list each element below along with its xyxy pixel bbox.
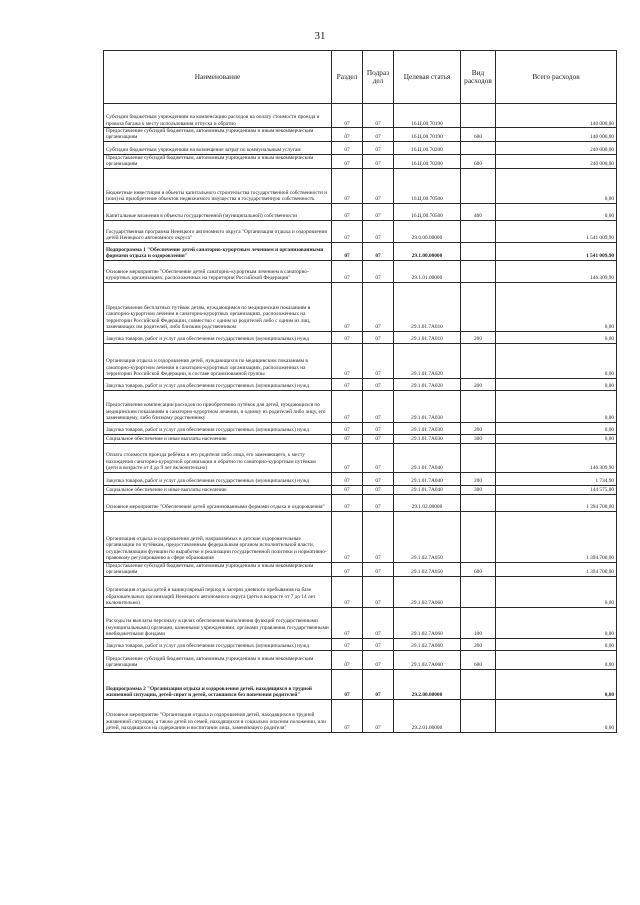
row-subsection: 07 <box>363 104 394 128</box>
row-target: 29.1.02.7А060 <box>394 650 461 669</box>
row-name: Подпрограмма 1 "Обеспечение детей санаторно-курортным лечением и организованными формами отдыха и оздоровления" <box>104 242 332 260</box>
row-name: Предоставление субсидий бюджетным, автономным учреждениям и иным некоммерческим организациям <box>104 650 332 669</box>
row-target: 16.Ц.00.70500 <box>394 168 461 203</box>
row-type <box>461 576 496 607</box>
row-name: Оплата стоимости проезда ребёнка и его родителя либо лица, его заменяющего, к месту нахождения санаторно-курортной организации и обратно по санаторно-курортным путёвкам (дети в возрасте от 4 до 9 лет включительно) <box>104 443 332 472</box>
row-name: Государственная программа Ненецкого автономного округа "Организация отдыха и оздоровления детей Ненецкого автономного округа" <box>104 220 332 242</box>
row-target: 16.Ц.00.70500 <box>394 203 461 220</box>
row-subsection: 07 <box>363 203 394 220</box>
row-name: Закупка товаров, работ и услуг для обеспечения государственных (муниципальных) нужд <box>104 422 332 434</box>
row-total: 0,00 <box>496 343 617 378</box>
row-section: 07 <box>332 128 363 142</box>
row-name: Основное мероприятие "Обеспечение детей организованными формами отдыха и оздоровления" <box>104 494 332 511</box>
row-target: 29.1.02.7А050 <box>394 511 461 562</box>
row-total: 1 541 009,90 <box>496 242 617 260</box>
row-total: 240 000,00 <box>496 154 617 168</box>
row-subsection: 07 <box>363 607 394 638</box>
row-target: 29.0.00.00000 <box>394 220 461 242</box>
header-target: Целевая статья <box>394 51 461 104</box>
row-section: 07 <box>332 422 363 434</box>
row-type: 200 <box>461 638 496 650</box>
row-total: 0,00 <box>496 422 617 434</box>
row-total: 1 394 700,00 <box>496 494 617 511</box>
row-total: 0,00 <box>496 576 617 607</box>
table-row <box>104 494 617 511</box>
row-section: 07 <box>332 282 363 331</box>
row-type: 400 <box>461 203 496 220</box>
row-type: 600 <box>461 650 496 669</box>
row-subsection: 07 <box>363 141 394 154</box>
row-section: 07 <box>332 562 363 576</box>
row-total: 0,00 <box>496 168 617 203</box>
row-subsection: 07 <box>363 443 394 472</box>
row-section: 07 <box>332 242 363 260</box>
row-target: 29.1.02.7А060 <box>394 576 461 607</box>
row-section: 07 <box>332 203 363 220</box>
row-target: 29.2.00.00000 <box>394 669 461 699</box>
row-name: Предоставление субсидий бюджетным, автономным учреждениям и иным некоммерческим организациям <box>104 562 332 576</box>
row-name: Закупка товаров, работ и услуг для обеспечения государственных (муниципальных) нужд <box>104 331 332 343</box>
table-row <box>104 485 617 494</box>
row-target: 29.1.02.7А060 <box>394 638 461 650</box>
row-subsection: 07 <box>363 242 394 260</box>
row-target: 29.1.01.7А030 <box>394 434 461 443</box>
table-row <box>104 104 617 128</box>
table-row <box>104 331 617 343</box>
row-section: 07 <box>332 699 363 732</box>
row-target: 29.1.01.7А010 <box>394 331 461 343</box>
row-section: 07 <box>332 485 363 494</box>
table-row <box>104 128 617 142</box>
header-subsection: Подраз дел <box>363 51 394 104</box>
row-section: 07 <box>332 669 363 699</box>
table-row <box>104 343 617 378</box>
header-section: Раздел <box>332 51 363 104</box>
row-subsection: 07 <box>363 343 394 378</box>
row-target: 29.1.01.7А040 <box>394 443 461 472</box>
row-type: 600 <box>461 562 496 576</box>
row-type <box>461 343 496 378</box>
row-target: 29.1.01.7А030 <box>394 390 461 422</box>
row-subsection: 07 <box>363 128 394 142</box>
row-section: 07 <box>332 104 363 128</box>
row-target: 29.1.01.7А020 <box>394 343 461 378</box>
row-total: 0,00 <box>496 638 617 650</box>
row-total: 0,00 <box>496 203 617 220</box>
row-target: 29.1.01.7А040 <box>394 472 461 485</box>
table-row <box>104 443 617 472</box>
row-target: 29.2.01.00000 <box>394 699 461 732</box>
row-target: 29.1.01.7А040 <box>394 485 461 494</box>
row-total: 0,00 <box>496 650 617 669</box>
row-section: 07 <box>332 378 363 390</box>
table-row <box>104 422 617 434</box>
row-name: Закупка товаров, работ и услуг для обеспечения государственных (муниципальных) нужд <box>104 378 332 390</box>
row-subsection: 07 <box>363 260 394 282</box>
row-type <box>461 141 496 154</box>
table-row <box>104 699 617 732</box>
row-name: Организация отдыха и оздоровления детей, направляемых в детские оздоровительные организации по путёвкам, предоставленным федеральным органом исполнительной власти, осуществляющим функции по выработке и реализации государственной политики и нормативно-правовому регулированию в сфере образования <box>104 511 332 562</box>
row-section: 07 <box>332 607 363 638</box>
row-subsection: 07 <box>363 220 394 242</box>
row-section: 07 <box>332 331 363 343</box>
row-target: 29.1.01.7А010 <box>394 282 461 331</box>
row-type: 600 <box>461 128 496 142</box>
row-section: 07 <box>332 141 363 154</box>
table-row <box>104 607 617 638</box>
row-subsection: 07 <box>363 434 394 443</box>
row-type: 100 <box>461 607 496 638</box>
row-name: Основное мероприятие "Организация отдыха и оздоровления детей, находящихся в трудной жизненной ситуации, а также детей из семей, находящихся в социально опасном положении, или детей, находящихся на содержании и воспитании лица, заменяющего родителя" <box>104 699 332 732</box>
row-name: Организация отдыха и оздоровления детей, нуждающихся по медицинским показаниям в санаторно-курортном лечении в санаторно-курортных организациях, расположенных на территории Российской Федерации, в составе организованной группы <box>104 343 332 378</box>
row-name: Закупка товаров, работ и услуг для обеспечения государственных (муниципальных) нужд <box>104 472 332 485</box>
row-target: 29.1.01.7А030 <box>394 422 461 434</box>
row-subsection: 07 <box>363 485 394 494</box>
row-subsection: 07 <box>363 511 394 562</box>
row-target: 16.Ц.00.70190 <box>394 128 461 142</box>
row-name: Предоставление субсидий бюджетным, автономным учреждениям и иным некоммерческим организациям <box>104 154 332 168</box>
row-section: 07 <box>332 638 363 650</box>
row-type: 200 <box>461 331 496 343</box>
row-total: 0,00 <box>496 282 617 331</box>
row-target: 29.1.02.7А050 <box>394 562 461 576</box>
row-type: 600 <box>461 154 496 168</box>
row-name: Бюджетные инвестиции в объекты капитального строительства государственной собственности и (или) на приобретение объектов недвижимого имущества в государственную собственность <box>104 168 332 203</box>
row-name: Предоставление компенсации расходов по приобретению путёвок для детей, нуждающихся по медицинским показаниям в санаторно-курортном лечении, и одному из родителей либо лицу, его заменяющему, либо близкому родственнику <box>104 390 332 422</box>
row-section: 07 <box>332 220 363 242</box>
row-type: 300 <box>461 485 496 494</box>
row-name: Социальное обеспечение и иные выплаты населению <box>104 434 332 443</box>
row-section: 07 <box>332 511 363 562</box>
table-row <box>104 669 617 699</box>
row-subsection: 07 <box>363 154 394 168</box>
row-name: Субсидии бюджетным учреждениям на возмещение затрат по коммунальным услугам <box>104 141 332 154</box>
row-type: 200 <box>461 422 496 434</box>
row-subsection: 07 <box>363 472 394 485</box>
row-total: 146 309,90 <box>496 260 617 282</box>
row-name: Организация отдыха детей в каникулярный период в лагерях дневного пребывания на базе образовательных организаций Ненецкого автономного округа (дети в возрасте от 7 до 14 лет включительно) <box>104 576 332 607</box>
row-subsection: 07 <box>363 378 394 390</box>
row-subsection: 07 <box>363 638 394 650</box>
table-row <box>104 282 617 331</box>
row-section: 07 <box>332 343 363 378</box>
row-section: 07 <box>332 494 363 511</box>
row-name: Капитальные вложения в объекты государственной (муниципальной) собственности <box>104 203 332 220</box>
table-row <box>104 511 617 562</box>
row-section: 07 <box>332 154 363 168</box>
table-row <box>104 168 617 203</box>
table-row <box>104 576 617 607</box>
header-type: Вид расходов <box>461 51 496 104</box>
row-type <box>461 699 496 732</box>
budget-table <box>103 50 617 733</box>
row-target: 16.Ц.00.70200 <box>394 154 461 168</box>
row-total: 1 394 700,00 <box>496 511 617 562</box>
row-subsection: 07 <box>363 650 394 669</box>
row-total: 240 000,00 <box>496 141 617 154</box>
row-total: 0,00 <box>496 378 617 390</box>
row-target: 29.1.01.00000 <box>394 260 461 282</box>
row-subsection: 07 <box>363 669 394 699</box>
table-row <box>104 141 617 154</box>
row-total: 0,00 <box>496 390 617 422</box>
row-section: 07 <box>332 443 363 472</box>
row-target: 29.1.02.7А060 <box>394 607 461 638</box>
table-row <box>104 390 617 422</box>
row-target: 16.Ц.00.70190 <box>394 104 461 128</box>
table-header <box>104 51 617 104</box>
table-row <box>104 220 617 242</box>
row-type <box>461 282 496 331</box>
row-total: 144 575,00 <box>496 485 617 494</box>
row-name: Предоставление субсидий бюджетным, автономным учреждениям и иным некоммерческим организациям <box>104 128 332 142</box>
table-row <box>104 260 617 282</box>
row-section: 07 <box>332 260 363 282</box>
row-target: 16.Ц.00.70200 <box>394 141 461 154</box>
row-total: 1 394 700,00 <box>496 562 617 576</box>
row-type: 200 <box>461 378 496 390</box>
table-row <box>104 562 617 576</box>
row-type <box>461 220 496 242</box>
row-name: Предоставление бесплатных путёвок детям, нуждающимся по медицинским показаниям в санаторно-курортном лечении в санаторно-курортных организациях, расположенных на территории Российской Федерации, совместно с одним из родителей либо с одним из лиц, заменяющих им родителей, либо близким родственником <box>104 282 332 331</box>
row-target: 29.1.02.00000 <box>394 494 461 511</box>
table-row <box>104 154 617 168</box>
row-type <box>461 242 496 260</box>
row-total: 0,00 <box>496 434 617 443</box>
row-total: 1 734,90 <box>496 472 617 485</box>
row-type <box>461 260 496 282</box>
table-row <box>104 638 617 650</box>
row-total: 0,00 <box>496 669 617 699</box>
row-subsection: 07 <box>363 576 394 607</box>
row-section: 07 <box>332 390 363 422</box>
row-name: Закупка товаров, работ и услуг для обеспечения государственных (муниципальных) нужд <box>104 638 332 650</box>
row-type: 300 <box>461 434 496 443</box>
row-type <box>461 104 496 128</box>
row-section: 07 <box>332 472 363 485</box>
page-number: 31 <box>314 30 326 42</box>
row-type: 200 <box>461 472 496 485</box>
row-subsection: 07 <box>363 422 394 434</box>
row-subsection: 07 <box>363 699 394 732</box>
row-target: 29.1.00.00000 <box>394 242 461 260</box>
table-row <box>104 472 617 485</box>
row-type <box>461 669 496 699</box>
header-total: Всего расходов <box>496 51 617 104</box>
row-name: Подпрограмма 2 "Организация отдыха и оздоровления детей, находящихся в трудной жизненной ситуации, детей-сирот и детей, оставшихся без попечения родителей" <box>104 669 332 699</box>
row-section: 07 <box>332 650 363 669</box>
table-row <box>104 242 617 260</box>
row-section: 07 <box>332 168 363 203</box>
row-name: Основное мероприятие "Обеспечение детей санаторно-курортным лечением в санаторно-курортных организациях, расположенных на территории Российской Федерации" <box>104 260 332 282</box>
row-subsection: 07 <box>363 390 394 422</box>
row-subsection: 07 <box>363 168 394 203</box>
row-subsection: 07 <box>363 494 394 511</box>
row-type <box>461 511 496 562</box>
table-row <box>104 650 617 669</box>
row-type <box>461 168 496 203</box>
row-total: 1 541 009,90 <box>496 220 617 242</box>
table-row <box>104 378 617 390</box>
row-total: 146 309,90 <box>496 443 617 472</box>
row-subsection: 07 <box>363 282 394 331</box>
table-row <box>104 203 617 220</box>
table-row <box>104 434 617 443</box>
row-name: Социальное обеспечение и иные выплаты населению <box>104 485 332 494</box>
row-section: 07 <box>332 434 363 443</box>
row-section: 07 <box>332 576 363 607</box>
row-total: 140 000,00 <box>496 128 617 142</box>
row-target: 29.1.01.7А020 <box>394 378 461 390</box>
header-name: Наименование <box>104 51 332 104</box>
row-total: 0,00 <box>496 331 617 343</box>
row-type <box>461 494 496 511</box>
row-subsection: 07 <box>363 331 394 343</box>
row-total: 0,00 <box>496 699 617 732</box>
row-subsection: 07 <box>363 562 394 576</box>
row-name: Расходы на выплаты персоналу в целях обеспечения выполнения функций государственными (муниципальными) органами, казенными учреждениями, органами управления государственными внебюджетными фондами <box>104 607 332 638</box>
row-total: 0,00 <box>496 607 617 638</box>
row-type <box>461 443 496 472</box>
row-name: Субсидии бюджетным учреждениям на компенсацию расходов на оплату стоимости проезда и провоза багажа к месту использования отпуска и обратно <box>104 104 332 128</box>
row-total: 140 000,00 <box>496 104 617 128</box>
row-type <box>461 390 496 422</box>
table-body <box>104 104 617 733</box>
